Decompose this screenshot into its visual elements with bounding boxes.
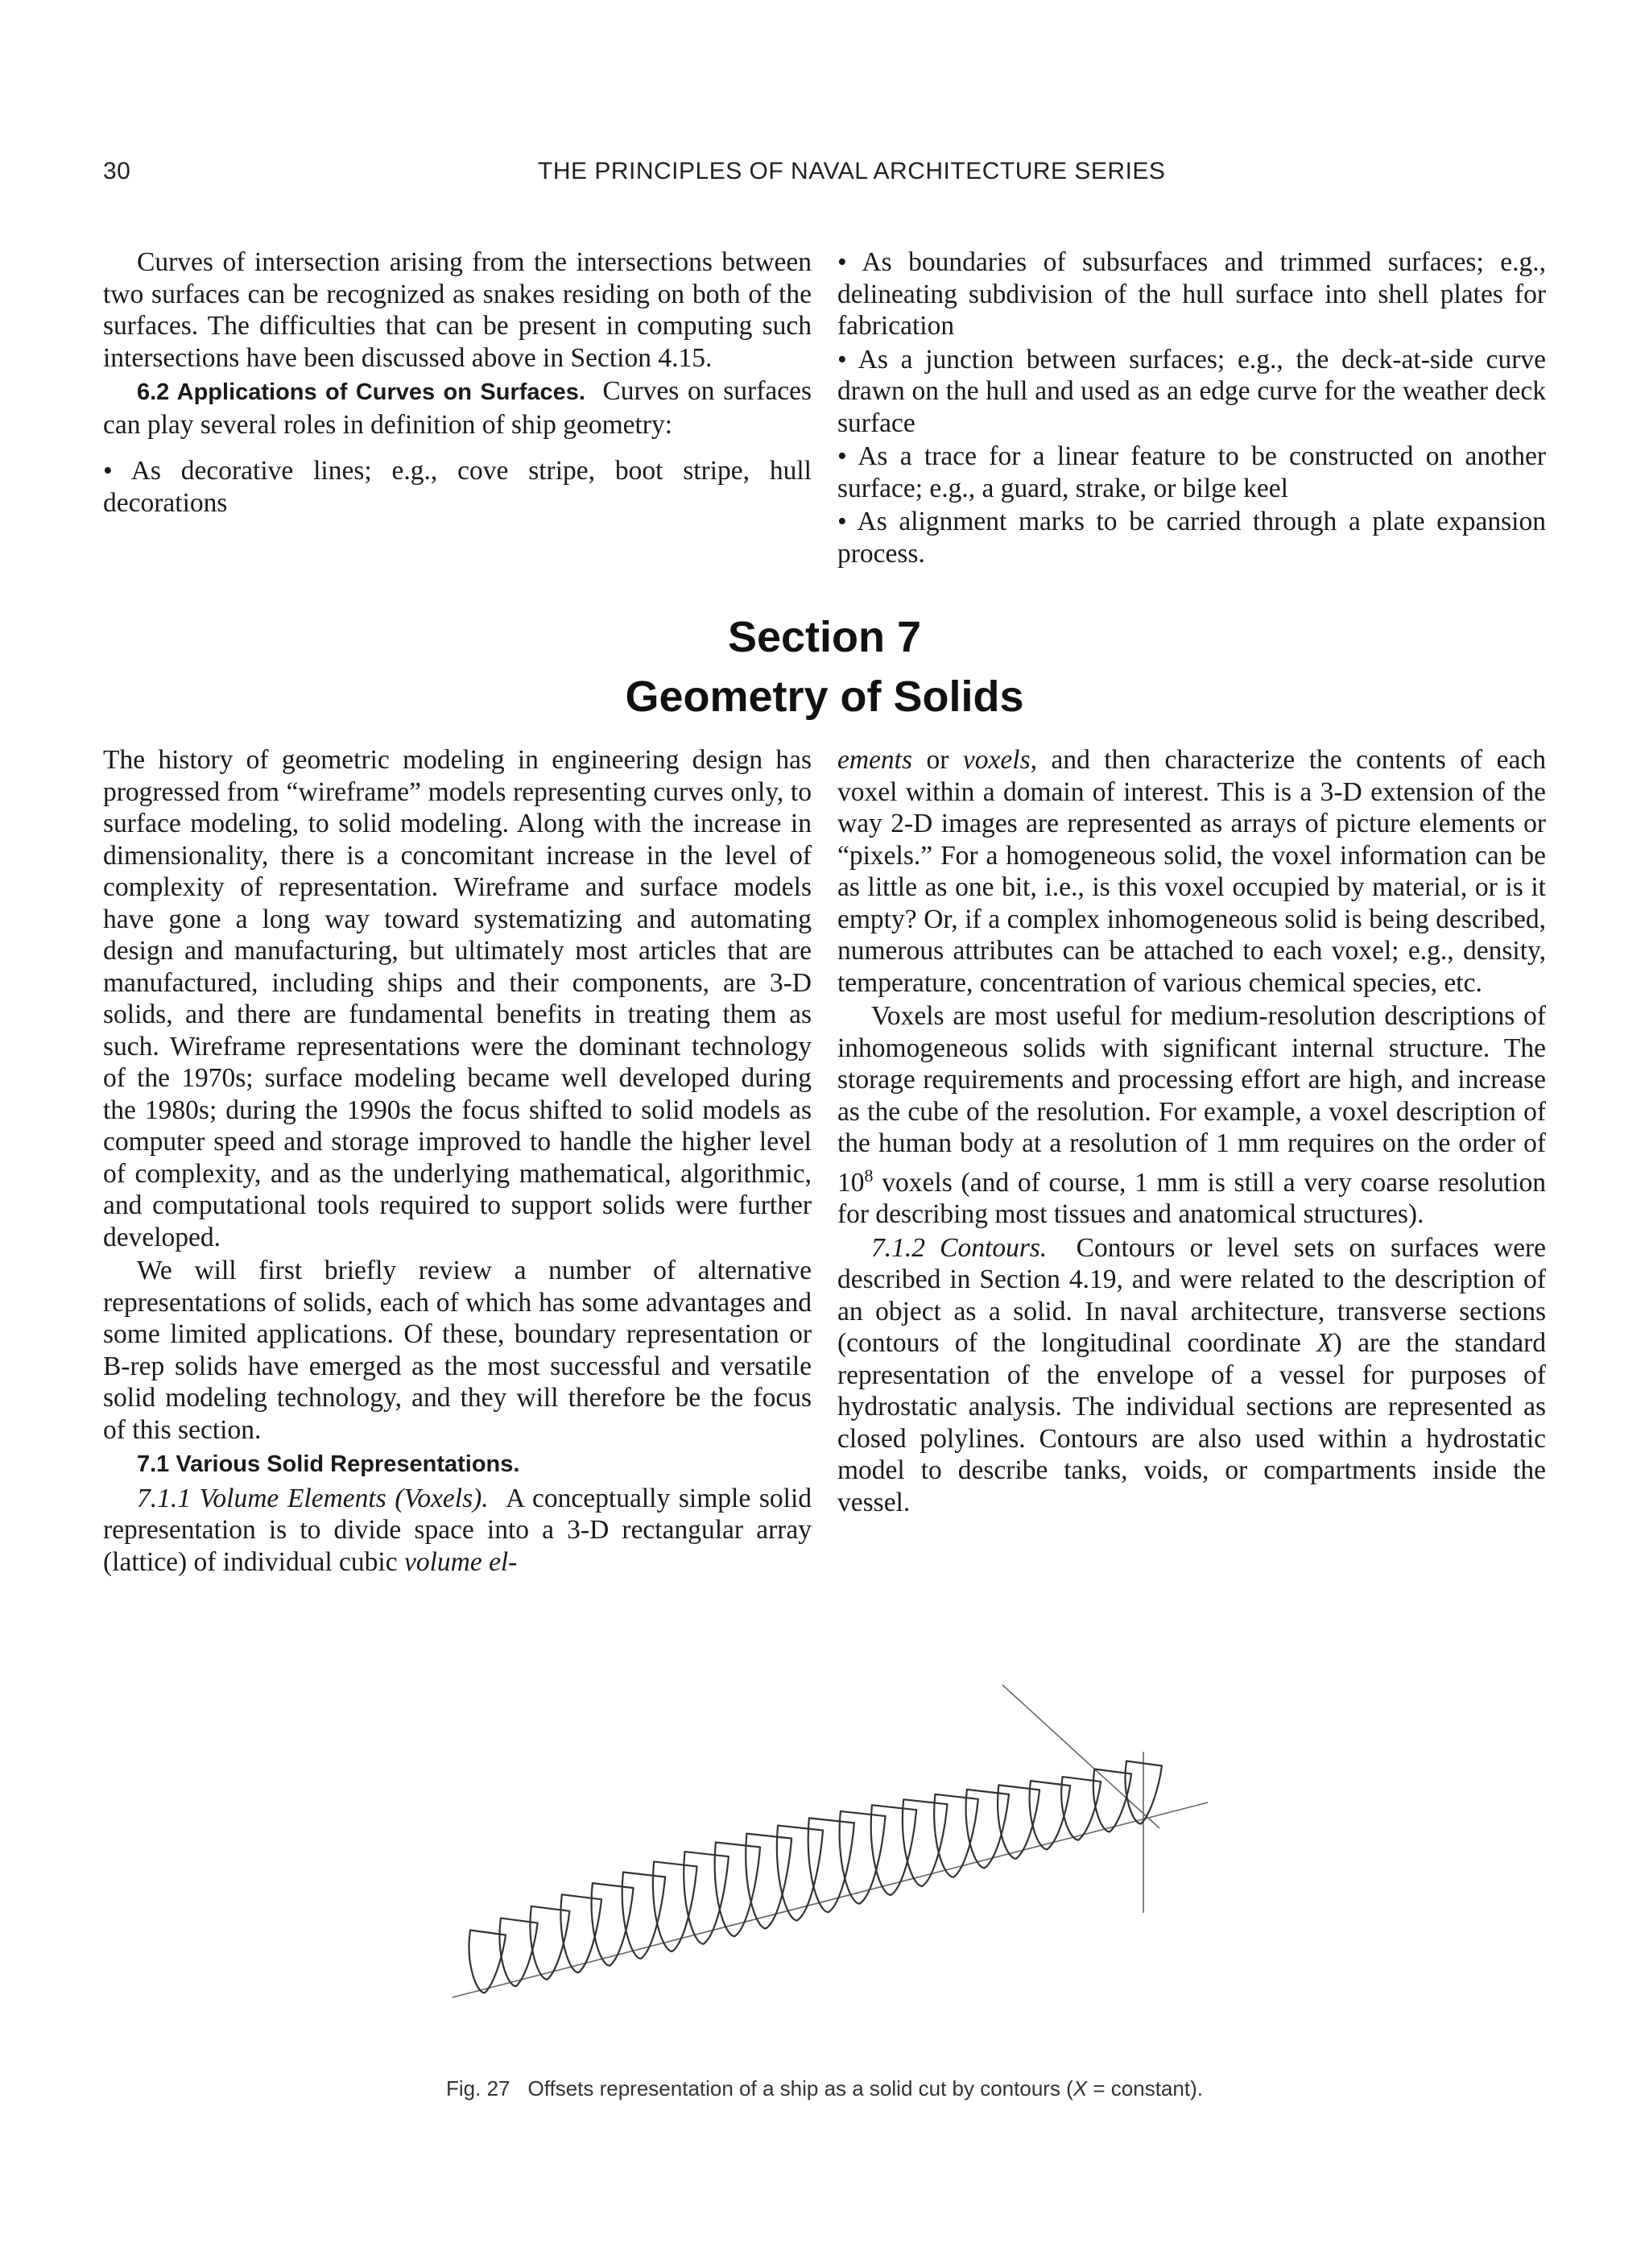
mid-left-column [103, 744, 812, 1578]
top-right-column [837, 246, 1546, 569]
italic-term: volume el- [403, 1546, 518, 1577]
section-number: Section 7 [727, 613, 922, 661]
section-contour [746, 1834, 791, 1929]
bullet-item: • As boundaries of subsurfaces and trimmed surfaces; e.g., delineating subdivision of the hull surface into shell plates for fabrication [837, 247, 1546, 341]
bullet-item: • As alignment marks to be carried through a plate expansion process. [837, 507, 1546, 569]
section-contour [903, 1799, 948, 1886]
subsection-text: Curves on surfaces can play several roles in definition of ship geometry: [103, 376, 812, 440]
text-run: Voxels are most useful for medium-resolution descriptions of inhomogeneous solids with significant internal structure. The storage requirements and processing effort are high, and increase as the cube of the resolution. For example, a voxel description of the human body at a resolution of 1 mm requires on the order of 10 [837, 1001, 1546, 1198]
bullet-item: • As a junction between surfaces; e.g., the deck-at-side curve drawn on the hull and used as an edge curve for the weather deck surface [837, 344, 1546, 438]
section-contour [966, 1790, 1009, 1868]
bullet-item: • As a trace for a linear feature to be constructed on another surface; e.g., a guard, strake, or bilge keel [837, 441, 1546, 503]
italic-variable: X [1316, 1328, 1333, 1359]
paragraph: Curves of intersection arising from the intersections between two surfaces can be recognized as snakes residing on both of the surfaces. The difficulties that can be present in computing such intersections have been discussed above in Section 4.15. [103, 247, 812, 373]
subsubsection-heading: 7.1.2 Contours. [871, 1232, 1048, 1263]
section-contour [840, 1811, 886, 1904]
paragraph: We will first briefly review a number of alternative representations of solids, each of which has some advantages and some limited applications. Of these, boundary representation or B-rep solids have emerged as the most successful and versatile solid modeling technology, and they will therefore be the focus of this section. [103, 1256, 812, 1445]
page-number: 30 [103, 158, 131, 184]
section-title: Geometry of Solids [625, 673, 1024, 721]
subsubsection-heading: 7.1.1 Volume Elements (Voxels). [137, 1483, 489, 1513]
caption-variable: X [1072, 2076, 1088, 2100]
text-run: voxels (and of course, 1 mm is still a very coarse resolution for describing most tissues and anatomical structures). [837, 1167, 1547, 1230]
subsubsection-paragraph [103, 1483, 812, 1579]
ship-contours-illustration [435, 1675, 1224, 2054]
section-contour [934, 1794, 978, 1877]
subsubsection-text: A conceptually simple solid representation is to divide space into a 3-D rectangular array (lattice) of individual cubic [103, 1483, 812, 1577]
caption-text: = constant). [1087, 2076, 1203, 2100]
figure-label: Fig. 27 [446, 2076, 510, 2100]
section-contour [777, 1826, 823, 1921]
subsection-paragraph [103, 375, 812, 441]
superscript: 8 [864, 1165, 874, 1186]
italic-term: ements [837, 745, 913, 775]
paragraph [837, 1000, 1546, 1231]
running-head [103, 158, 1552, 198]
subsubsection-paragraph [837, 1232, 1546, 1519]
italic-term: voxels, [962, 745, 1037, 775]
subsection-heading: 7.1 Various Solid Representations. [137, 1451, 520, 1477]
section-contour [653, 1861, 697, 1951]
paragraph: The history of geometric modeling in engineering design has progressed from “wireframe” models representing curves only, to surface modeling, to solid modeling. Along with the increase in dimensionality, there is a concomitant increase in the level of complexity of representation. Wireframe and surface models have gone a long way toward systematizing and automating design and manufacturing, but ultimately most articles that are manufactured, including ships and their components, are 3-D solids, and there are fundamental benefits in treating them as such. Wireframe representations were the dominant technology of the 1970s; surface modeling became well developed during the 1980s; during the 1990s the focus shifted to solid models as computer speed and storage improved to handle the higher level of complexity, and as the underlying mathematical, algorithmic, and computational tools required to support solids were further developed. [103, 745, 812, 1252]
text-run: ) are the standard representation of the envelope of a vessel for purposes of hydrostatic analysis. The individual sections are represented as closed polylines. Contours are also used within a hydrostatic model to describe tanks, voids, or compartments inside the vessel. [837, 1328, 1547, 1517]
figure-caption [0, 2076, 1649, 2101]
top-left-column [103, 246, 812, 519]
subsection-heading: 6.2 Applications of Curves on Surfaces. [137, 379, 585, 405]
text-run: and then characterize the contents of each voxel within a domain of interest. This is a 3-D extension of the way 2-D images are represented as arrays of picture elements or “pixels.” For a homogeneous solid, the voxel information can be as little as one bit, i.e., is this voxel occupied by material, or is it empty? Or, if a complex inhomogeneous solid is being described, numerous attributes can be attached to each voxel; e.g., density, temperature, concentration of various chemical species, etc. [837, 745, 1546, 998]
caption-text: Offsets representation of a ship as a solid cut by contours ( [527, 2076, 1073, 2100]
series-title: THE PRINCIPLES OF NAVAL ARCHITECTURE SERIES [538, 158, 1166, 184]
section-contour [871, 1805, 916, 1895]
transverse-axis-line [1002, 1685, 1159, 1828]
text-run: Contours or level sets on surfaces were described in Section 4.19, and were related to the description of an object as a solid. In naval architecture, transverse sections (contours of the longitudinal coordinate [837, 1232, 1546, 1359]
mid-right-column [837, 744, 1546, 1518]
section-contour [808, 1818, 854, 1912]
longitudinal-axis-line [453, 1802, 1208, 1997]
figure-27 [435, 1675, 1224, 2054]
text-run: or [926, 745, 949, 775]
paragraph [837, 744, 1546, 999]
bullet-item: • As decorative lines; e.g., cove stripe, boot stripe, hull decorations [103, 456, 812, 518]
subsection-paragraph [103, 1447, 812, 1481]
